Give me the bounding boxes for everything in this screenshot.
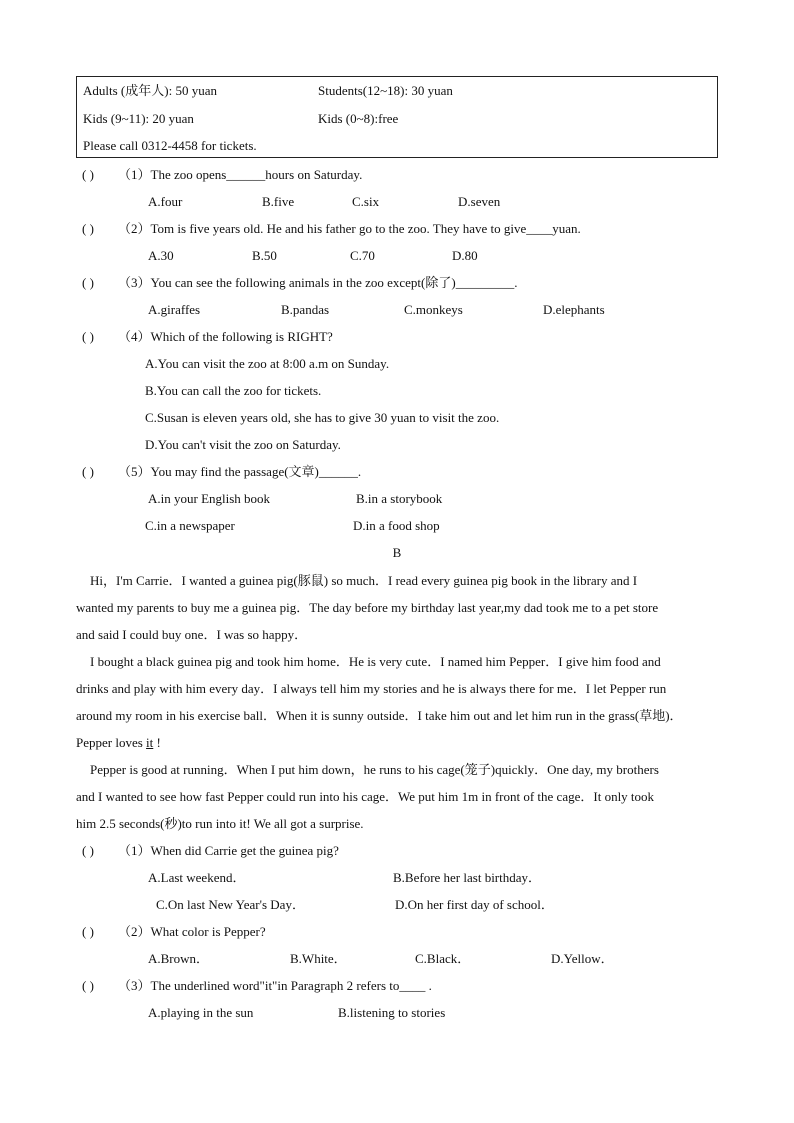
question-text: （1）The zoo opens______hours on Saturday. <box>118 167 363 182</box>
option-d: D.You can't visit the zoo on Saturday. <box>145 437 341 452</box>
option-c: C.Black． <box>415 951 471 966</box>
option-b: B.50 <box>252 248 277 263</box>
question-text: （2）What color is Pepper? <box>118 924 266 939</box>
option-a: A.in your English book <box>148 491 271 506</box>
answer-blank[interactable]: ( ) <box>82 843 94 858</box>
section-heading: B <box>392 545 402 560</box>
option-c: C.in a newspaper <box>145 518 235 533</box>
option-c: C.70 <box>350 248 375 263</box>
paragraph-text: ! <box>153 735 161 750</box>
question-text: （3）You can see the following animals in the zoo except(除了)_________. <box>118 275 518 290</box>
answer-blank[interactable]: ( ) <box>82 329 94 344</box>
option-a: A.playing in the sun <box>148 1005 254 1020</box>
paragraph-3-line: Pepper is good at running．When I put him down，he runs to his cage(笼子)quickly．One day, my brothers <box>90 762 659 777</box>
ticket-call-info: Please call 0312-4458 for tickets. <box>83 138 257 153</box>
paragraph-2-line: around my room in his exercise ball．When it is sunny outside．I take him out and let him run in the grass(草地)． <box>76 708 683 723</box>
answer-blank[interactable]: ( ) <box>82 924 94 939</box>
paragraph-3-line: him 2.5 seconds(秒)to run into it! We all got a surprise. <box>76 816 364 831</box>
paragraph-2-line <box>76 734 724 752</box>
answer-blank[interactable]: ( ) <box>82 167 94 182</box>
option-b: B.pandas <box>281 302 330 317</box>
option-a: A.Brown． <box>148 951 210 966</box>
option-b: B.White． <box>290 951 347 966</box>
ticket-row <box>83 110 399 128</box>
question-a5 <box>0 463 794 481</box>
paragraph-1-line: and said I could buy one．I was so happy． <box>76 627 308 642</box>
question-a4 <box>0 328 794 346</box>
paragraph-3-line: and I wanted to see how fast Pepper could run into his cage．We put him 1m in front of the cage．It only took <box>76 789 655 804</box>
option-d: D.seven <box>458 194 501 209</box>
option-a: A.30 <box>148 248 174 263</box>
answer-blank[interactable]: ( ) <box>82 275 94 290</box>
question-a1 <box>0 166 794 184</box>
paragraph-text: Pepper loves <box>76 735 147 750</box>
underlined-word: it <box>146 735 154 750</box>
option-b: B.five <box>262 194 295 209</box>
option-b: B.in a storybook <box>356 491 443 506</box>
ticket-price-box <box>76 76 718 158</box>
answer-blank[interactable]: ( ) <box>82 464 94 479</box>
question-b1 <box>0 842 794 860</box>
option-a: A.giraffes <box>148 302 201 317</box>
option-c: C.Susan is eleven years old, she has to give 30 yuan to visit the zoo. <box>145 410 500 425</box>
question-a2 <box>0 220 794 238</box>
ticket-price-adults: Adults (成年人): 50 yuan <box>83 83 217 98</box>
question-text: （1）When did Carrie get the guinea pig? <box>118 843 339 858</box>
option-b: B.listening to stories <box>338 1005 446 1020</box>
answer-blank[interactable]: ( ) <box>82 221 94 236</box>
paragraph-2-line: I bought a black guinea pig and took him home．He is very cute．I named him Pepper．I give him food and <box>90 654 661 669</box>
paragraph-2-line: drinks and play with him every day．I always tell him my stories and he is always there for me．I let Pepper run <box>76 681 667 696</box>
question-text: （2）Tom is five years old. He and his father go to the zoo. They have to give____yuan. <box>118 221 581 236</box>
answer-blank[interactable]: ( ) <box>82 978 94 993</box>
paragraph-1-line: wanted my parents to buy me a guinea pig．The day before my birthday last year,my dad took me to a pet store <box>76 600 659 615</box>
ticket-row <box>83 82 453 100</box>
option-b: B.You can call the zoo for tickets. <box>145 383 322 398</box>
ticket-price-kids-9-11: Kids (9~11): 20 yuan <box>83 111 194 126</box>
question-b3 <box>0 977 794 995</box>
question-b2 <box>0 923 794 941</box>
ticket-price-kids-0-8: Kids (0~8):free <box>318 111 399 126</box>
question-text: （4）Which of the following is RIGHT? <box>118 329 333 344</box>
option-c: C.six <box>352 194 380 209</box>
question-text: （3）The underlined word"it"in Paragraph 2 refers to____ . <box>118 978 432 993</box>
question-a3 <box>0 274 794 292</box>
option-a: A.four <box>148 194 183 209</box>
option-d: D.80 <box>452 248 478 263</box>
option-c: C.On last New Year's Day． <box>156 897 305 912</box>
option-d: D.elephants <box>543 302 605 317</box>
question-text: （5）You may find the passage(文章)______. <box>118 464 362 479</box>
option-a: A.Last weekend． <box>148 870 246 885</box>
option-d: D.On her first day of school． <box>395 897 554 912</box>
option-d: D.Yellow． <box>551 951 614 966</box>
option-b: B.Before her last birthday． <box>393 870 542 885</box>
paragraph-1-line: Hi，I'm Carrie．I wanted a guinea pig(豚鼠) so much．I read every guinea pig book in the library and I <box>90 573 638 588</box>
option-c: C.monkeys <box>404 302 463 317</box>
option-d: D.in a food shop <box>353 518 440 533</box>
option-a: A.You can visit the zoo at 8:00 a.m on Sunday. <box>145 356 390 371</box>
ticket-price-students: Students(12~18): 30 yuan <box>318 83 453 98</box>
